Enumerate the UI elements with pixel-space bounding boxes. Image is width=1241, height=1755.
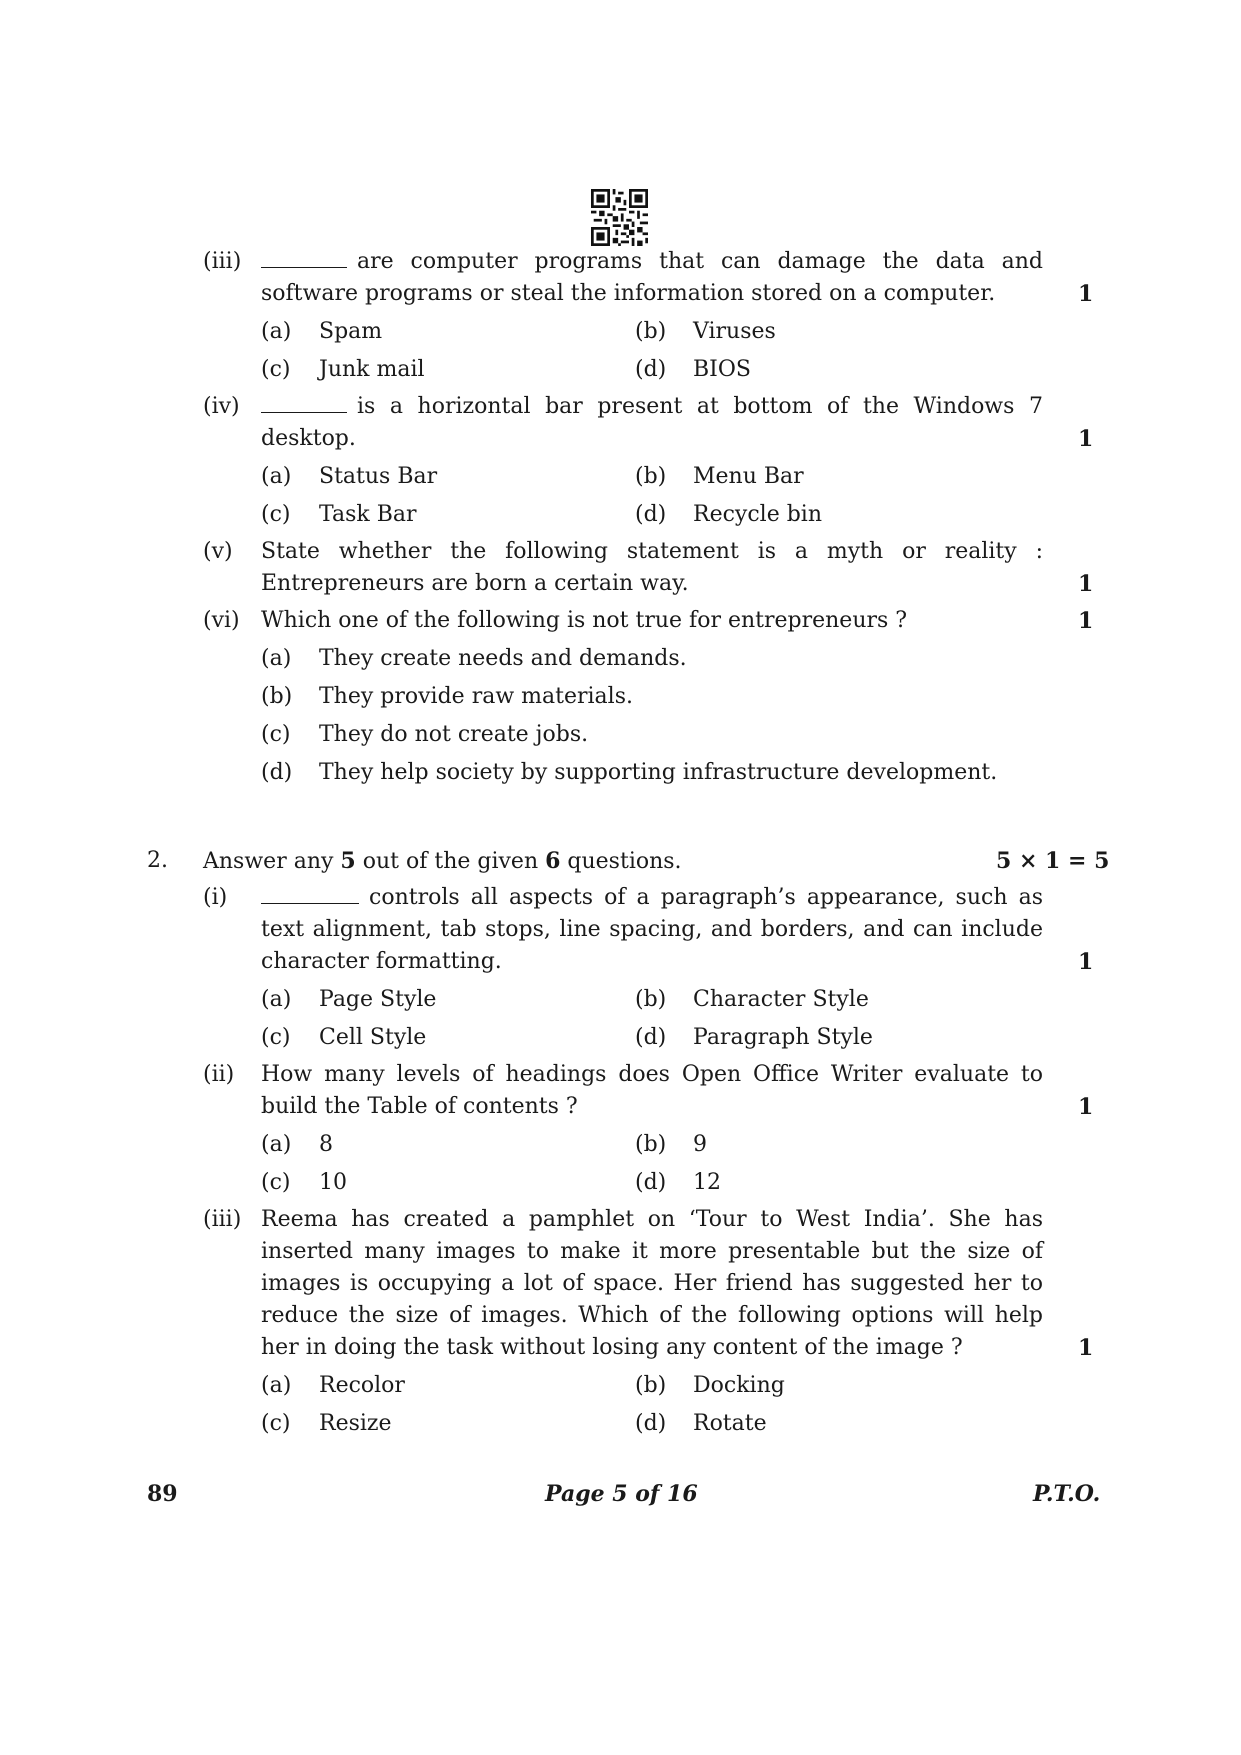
question-number: (iii): [203, 249, 242, 274]
question-text-line: How many levels of headings does Open Office Writer evaluate to: [261, 1062, 1043, 1087]
marks: 1: [1078, 949, 1094, 975]
question-text-line: her in doing the task without losing any content of the image ?: [261, 1335, 963, 1360]
question-text-line: are computer programs that can damage the data and: [357, 249, 1043, 274]
option-d: (d) Rotate: [635, 1411, 767, 1436]
fill-in-blank: [261, 267, 347, 268]
question-text: [261, 884, 1043, 912]
option-a: (a) Spam: [261, 319, 383, 344]
marks: 5 × 1 = 5: [996, 848, 1110, 874]
fill-in-blank: [261, 903, 359, 904]
option-a: (a) Recolor: [261, 1373, 405, 1398]
option-b: (b) 9: [635, 1132, 707, 1157]
question-number: (vi): [203, 608, 240, 633]
question-instruction: Answer any 5 out of the given 6 questions.: [203, 848, 682, 874]
question-text-line: is a horizontal bar present at bottom of the Windows 7: [357, 394, 1043, 419]
qr-code-icon: [591, 189, 648, 246]
option-a: (a) Page Style: [261, 987, 437, 1012]
question-number: (iii): [203, 1207, 242, 1232]
marks: 1: [1078, 571, 1094, 597]
question-text-line: inserted many images to make it more presentable but the size of: [261, 1239, 1043, 1264]
pto-note: P.T.O.: [1033, 1481, 1101, 1507]
question-text-line: build the Table of contents ?: [261, 1094, 578, 1119]
question-number: (v): [203, 539, 233, 564]
option-a: (a) 8: [261, 1132, 333, 1157]
option-b: (b) Character Style: [635, 987, 869, 1012]
option-b: (b) Viruses: [635, 319, 776, 344]
question-text: [261, 248, 1043, 276]
marks: 1: [1078, 1335, 1094, 1361]
question-text: [261, 393, 1043, 421]
fill-in-blank: [261, 412, 347, 413]
option-b: (b) They provide raw materials.: [261, 684, 633, 709]
question-text-line: software programs or steal the information stored on a computer.: [261, 281, 996, 306]
option-c: (c) Resize: [261, 1411, 392, 1436]
question-text-line: State whether the following statement is a myth or reality :: [261, 539, 1043, 564]
question-text-line: Which one of the following is not true for entrepreneurs ?: [261, 608, 908, 633]
question-text-line: Entrepreneurs are born a certain way.: [261, 571, 689, 596]
option-d: (d) 12: [635, 1170, 721, 1195]
question-text-line: Reema has created a pamphlet on ‘Tour to West India’. She has: [261, 1207, 1043, 1232]
question-text-line: desktop.: [261, 426, 356, 451]
paper-code: 89: [147, 1481, 178, 1507]
question-text-line: reduce the size of images. Which of the following options will help: [261, 1303, 1043, 1328]
option-a: (a) Status Bar: [261, 464, 438, 489]
option-c: (c) Task Bar: [261, 502, 417, 527]
question-number: (ii): [203, 1062, 235, 1087]
page-number: Page 5 of 16: [545, 1481, 698, 1507]
option-b: (b) Menu Bar: [635, 464, 804, 489]
question-text-line: controls all aspects of a paragraph’s appearance, such as: [369, 885, 1043, 910]
option-c: (c) They do not create jobs.: [261, 722, 589, 747]
question-text-line: character formatting.: [261, 949, 502, 974]
marks: 1: [1078, 426, 1094, 452]
marks: 1: [1078, 1094, 1094, 1120]
marks: 1: [1078, 281, 1094, 307]
option-c: (c) 10: [261, 1170, 347, 1195]
option-c: (c) Junk mail: [261, 357, 425, 382]
question-text-line: images is occupying a lot of space. Her friend has suggested her to: [261, 1271, 1043, 1296]
question-text-line: text alignment, tab stops, line spacing, and borders, and can include: [261, 917, 1043, 942]
question-number: 2.: [147, 848, 168, 873]
option-a: (a) They create needs and demands.: [261, 646, 687, 671]
option-c: (c) Cell Style: [261, 1025, 427, 1050]
option-d: (d) They help society by supporting infrastructure development.: [261, 760, 998, 785]
option-d: (d) BIOS: [635, 357, 751, 382]
option-d: (d) Recycle bin: [635, 502, 822, 527]
option-b: (b) Docking: [635, 1373, 785, 1398]
question-number: (iv): [203, 394, 240, 419]
marks: 1: [1078, 608, 1094, 634]
option-d: (d) Paragraph Style: [635, 1025, 873, 1050]
question-number: (i): [203, 885, 228, 910]
